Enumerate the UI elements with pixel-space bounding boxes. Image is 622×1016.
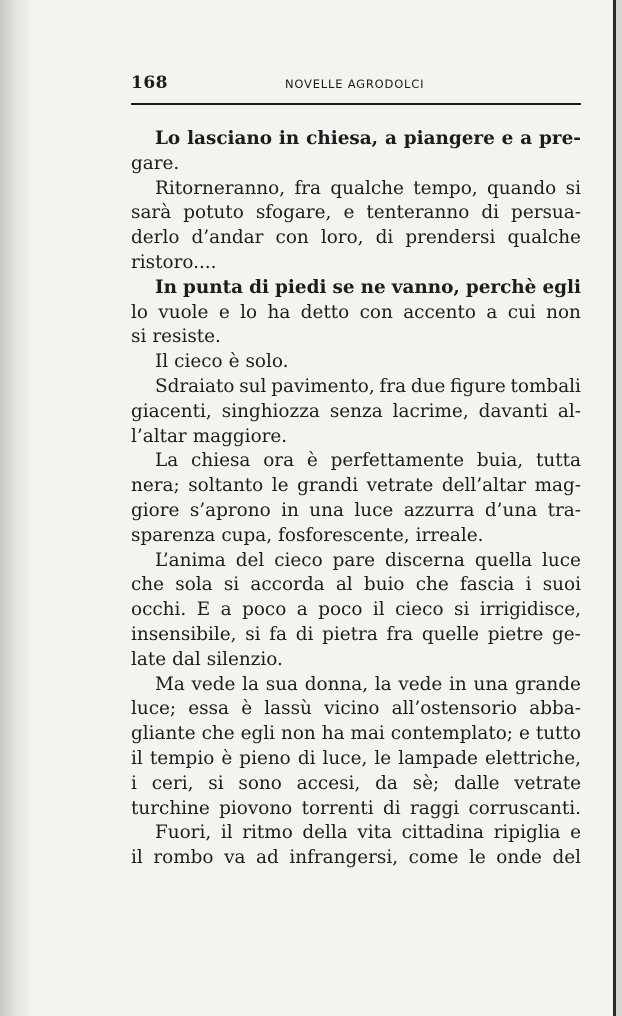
word: late — [131, 648, 167, 670]
text-line — [131, 301, 581, 326]
word: vetrate — [514, 772, 581, 794]
text-line — [131, 152, 581, 177]
text-line — [131, 722, 581, 747]
word: irreale. — [415, 524, 484, 546]
text-line — [131, 350, 581, 375]
word: buio — [363, 574, 405, 596]
word: In — [155, 276, 177, 298]
word: sua — [265, 673, 298, 695]
word: fra — [386, 623, 414, 645]
word: vicino — [324, 698, 380, 720]
word: maggiore. — [192, 425, 288, 447]
page-edge — [616, 0, 622, 1016]
running-title: NOVELLE AGRODOLCI — [285, 77, 425, 91]
text-line — [131, 127, 581, 152]
word: lassù — [264, 698, 312, 720]
word: pavimento, — [271, 375, 375, 397]
word: grandi — [297, 475, 359, 497]
text-line — [131, 375, 581, 400]
word: tenteranno — [366, 202, 470, 224]
word: nera; — [131, 475, 180, 497]
word: ha — [267, 301, 291, 323]
word: grande — [514, 673, 581, 695]
word: cupa, — [221, 524, 273, 546]
word: loro, — [320, 227, 364, 249]
word: una — [309, 499, 344, 521]
header-rule — [131, 103, 581, 105]
word: e — [518, 723, 530, 745]
word: e — [218, 301, 230, 323]
word: del — [235, 549, 265, 571]
word: buia, — [476, 450, 524, 472]
word: occhi. — [131, 599, 187, 621]
word: singhiozza — [221, 400, 320, 422]
word: dell’altar — [441, 475, 527, 497]
word: si — [208, 772, 224, 794]
word: derlo — [131, 227, 180, 249]
text-line — [131, 177, 581, 202]
word: accesi, — [296, 772, 361, 794]
page-number: 168 — [131, 73, 168, 93]
word: non — [546, 301, 581, 323]
word: è — [228, 351, 240, 373]
word: una — [473, 673, 509, 695]
word: Ma — [155, 673, 185, 695]
word: Ritorneranno, — [155, 177, 286, 199]
word: Lo — [155, 128, 181, 149]
word: accento — [403, 301, 476, 323]
word: fascia — [460, 574, 515, 596]
word: qualche — [507, 227, 581, 249]
word: l’altar — [131, 425, 187, 447]
word: con — [359, 301, 393, 323]
word: soltanto — [188, 475, 264, 497]
word: ceri, — [151, 772, 194, 794]
word: le — [468, 847, 486, 869]
word: corruscanti. — [468, 797, 581, 819]
word: ora — [263, 450, 295, 472]
word: quelle — [421, 623, 479, 645]
text-line — [131, 648, 581, 673]
word: accorda — [250, 574, 325, 596]
word: donna, — [304, 673, 369, 695]
word: i — [131, 772, 137, 794]
word: la — [374, 673, 392, 695]
word: le — [374, 747, 392, 769]
word: punta — [183, 276, 244, 298]
word: a — [296, 599, 308, 621]
word: sarà — [131, 202, 172, 224]
text-line — [131, 201, 581, 226]
word: di — [297, 747, 316, 769]
word: pre- — [539, 128, 581, 149]
text-line — [131, 325, 581, 350]
word: fra — [379, 375, 407, 397]
word: perfettamente — [330, 450, 464, 472]
word: raggi — [409, 797, 460, 819]
word: Fuori, — [155, 822, 212, 844]
word: della — [302, 822, 348, 844]
text-line — [131, 499, 581, 524]
word: luce — [354, 499, 394, 521]
word: egli — [542, 276, 581, 298]
word: silenzio. — [206, 648, 283, 670]
text-line — [131, 673, 581, 698]
word: lampade — [398, 747, 478, 769]
word: dalle — [454, 772, 500, 794]
word: luce, — [322, 747, 368, 769]
word: sè; — [412, 772, 440, 794]
word: persua- — [511, 202, 581, 224]
word: gliante — [131, 723, 196, 745]
word: a — [486, 301, 498, 323]
word: ge- — [552, 623, 581, 645]
word: di — [295, 623, 314, 645]
word: suoi — [542, 574, 581, 596]
text-line — [131, 573, 581, 598]
word: torrenti — [301, 797, 374, 819]
word: L’anima — [155, 549, 226, 571]
word: tombali — [510, 375, 581, 397]
word: si — [131, 326, 147, 348]
word: tempo, — [413, 177, 478, 199]
word: il — [131, 747, 143, 769]
word: solo. — [245, 351, 289, 373]
text-line — [131, 821, 581, 846]
word: chiesa, — [306, 128, 379, 149]
word: chiesa — [191, 450, 251, 472]
word: rombo — [153, 847, 214, 869]
word: tutto — [535, 723, 581, 745]
word: piovono — [219, 797, 293, 819]
word: i — [525, 574, 532, 596]
text-line — [131, 797, 581, 822]
word: lo — [240, 301, 258, 323]
word: ha — [321, 723, 345, 745]
word: giore — [131, 499, 180, 521]
word: ristoro.... — [131, 251, 217, 273]
text-line — [131, 747, 581, 772]
word: cittadina — [401, 822, 485, 844]
word: vita — [357, 822, 393, 844]
word: si — [245, 623, 261, 645]
word: prendersi — [405, 227, 496, 249]
word: cieco — [274, 549, 323, 571]
word: ritmo — [242, 822, 293, 844]
word: e — [501, 128, 514, 149]
word: luce — [542, 549, 581, 571]
word: si — [565, 177, 581, 199]
word: qualche — [330, 177, 404, 199]
page-gutter-shadow — [0, 0, 34, 1016]
text-line — [131, 524, 581, 549]
text-line — [131, 846, 581, 871]
word: in — [281, 499, 299, 521]
word: di — [481, 202, 499, 224]
text-line — [131, 449, 581, 474]
word: quando — [486, 177, 557, 199]
word: fra — [294, 177, 321, 199]
word: fosforescente, — [278, 524, 410, 546]
word: La — [155, 450, 179, 472]
word: essa — [188, 698, 230, 720]
word: s’aprono — [189, 499, 271, 521]
word: potuto — [183, 202, 244, 224]
word: il — [372, 599, 385, 621]
word: pieno — [239, 747, 291, 769]
text-line — [131, 549, 581, 574]
word: lasciano — [187, 128, 273, 149]
word: di — [249, 276, 269, 298]
word: a — [220, 599, 232, 621]
word: davanti — [478, 400, 548, 422]
word: che — [131, 574, 165, 596]
word: sono — [238, 772, 282, 794]
word: irrigidisce, — [479, 599, 581, 621]
word: giacenti, — [131, 400, 212, 422]
word: all’ostensorio — [391, 698, 518, 720]
word: poco — [242, 599, 287, 621]
word: si — [223, 574, 240, 596]
word: ripiglia — [493, 822, 561, 844]
word: ne — [360, 276, 386, 298]
word: le — [271, 475, 289, 497]
word: pietra — [322, 623, 378, 645]
word: con — [275, 227, 309, 249]
word: tutta — [536, 450, 581, 472]
word: ad — [256, 847, 279, 869]
text-line — [131, 623, 581, 648]
word: di — [375, 227, 394, 249]
word: fa — [269, 623, 288, 645]
word: detto — [300, 301, 350, 323]
word: lo — [131, 301, 148, 323]
word: il — [131, 847, 143, 869]
text-line — [131, 425, 581, 450]
word: vetrate — [366, 475, 434, 497]
text-line — [131, 251, 581, 276]
word: luce; — [131, 698, 177, 720]
word: non — [280, 723, 316, 745]
word: al — [335, 574, 353, 596]
word: che — [415, 574, 449, 596]
page-edge-line — [613, 0, 616, 1016]
word: in — [278, 128, 300, 149]
word: sul — [239, 375, 267, 397]
word: il — [220, 822, 233, 844]
word: abba- — [529, 698, 581, 720]
word: turchine — [131, 797, 210, 819]
word: la — [242, 673, 260, 695]
word: d’una — [484, 499, 538, 521]
word: a — [384, 128, 397, 149]
word: sparenza — [131, 524, 216, 546]
word: che — [201, 723, 235, 745]
word: Il — [155, 351, 169, 373]
text-line — [131, 276, 581, 301]
text-line — [131, 226, 581, 251]
word: da — [375, 772, 398, 794]
word: in — [449, 673, 467, 695]
word: d’andar — [191, 227, 264, 249]
word: vede — [398, 673, 443, 695]
word: sola — [175, 574, 213, 596]
word: del — [552, 847, 581, 869]
text-line — [131, 474, 581, 499]
text-line — [131, 772, 581, 797]
word: contemplato; — [390, 723, 513, 745]
word: piedi — [275, 276, 327, 298]
word: se — [332, 276, 355, 298]
page-header — [131, 73, 581, 95]
word: onde — [496, 847, 542, 869]
word: quella — [474, 549, 533, 571]
word: cieco — [174, 351, 223, 373]
word: mai — [350, 723, 385, 745]
word: pietre — [487, 623, 544, 645]
word: poco — [318, 599, 363, 621]
word: Sdraiato — [155, 375, 235, 397]
word: vuole — [158, 301, 209, 323]
text-line — [131, 400, 581, 425]
word: senza — [329, 400, 383, 422]
word: tra- — [547, 499, 581, 521]
text-line — [131, 697, 581, 722]
text-line — [131, 598, 581, 623]
word: dal — [172, 648, 201, 670]
word: cieco — [395, 599, 444, 621]
word: a — [520, 128, 533, 149]
word: tempio — [149, 747, 215, 769]
word: come — [408, 847, 459, 869]
word: va — [224, 847, 246, 869]
word: di — [382, 797, 401, 819]
word: mag- — [534, 475, 581, 497]
word: due — [410, 375, 446, 397]
word: piangere — [403, 128, 495, 149]
word: E — [196, 599, 211, 621]
word: e — [343, 202, 355, 224]
word: lacrime, — [392, 400, 469, 422]
word: è — [221, 747, 233, 769]
word: e — [570, 822, 581, 844]
word: discerna — [384, 549, 465, 571]
word: sfogare, — [255, 202, 332, 224]
word: resiste. — [152, 326, 221, 348]
word: è — [241, 698, 253, 720]
word: si — [454, 599, 470, 621]
word: è — [306, 450, 318, 472]
word: azzurra — [403, 499, 475, 521]
word: pare — [332, 549, 376, 571]
word: insensibile, — [131, 623, 237, 645]
word: cui — [507, 301, 536, 323]
word: figure — [450, 375, 506, 397]
word: vede — [191, 673, 236, 695]
word: al- — [557, 400, 581, 422]
word: perchè — [465, 276, 537, 298]
word: egli — [240, 723, 276, 745]
body-text — [131, 127, 581, 871]
word: vanno, — [391, 276, 460, 298]
word: elettriche, — [484, 747, 581, 769]
word: infrangersi, — [289, 847, 399, 869]
word: gare. — [131, 152, 180, 174]
